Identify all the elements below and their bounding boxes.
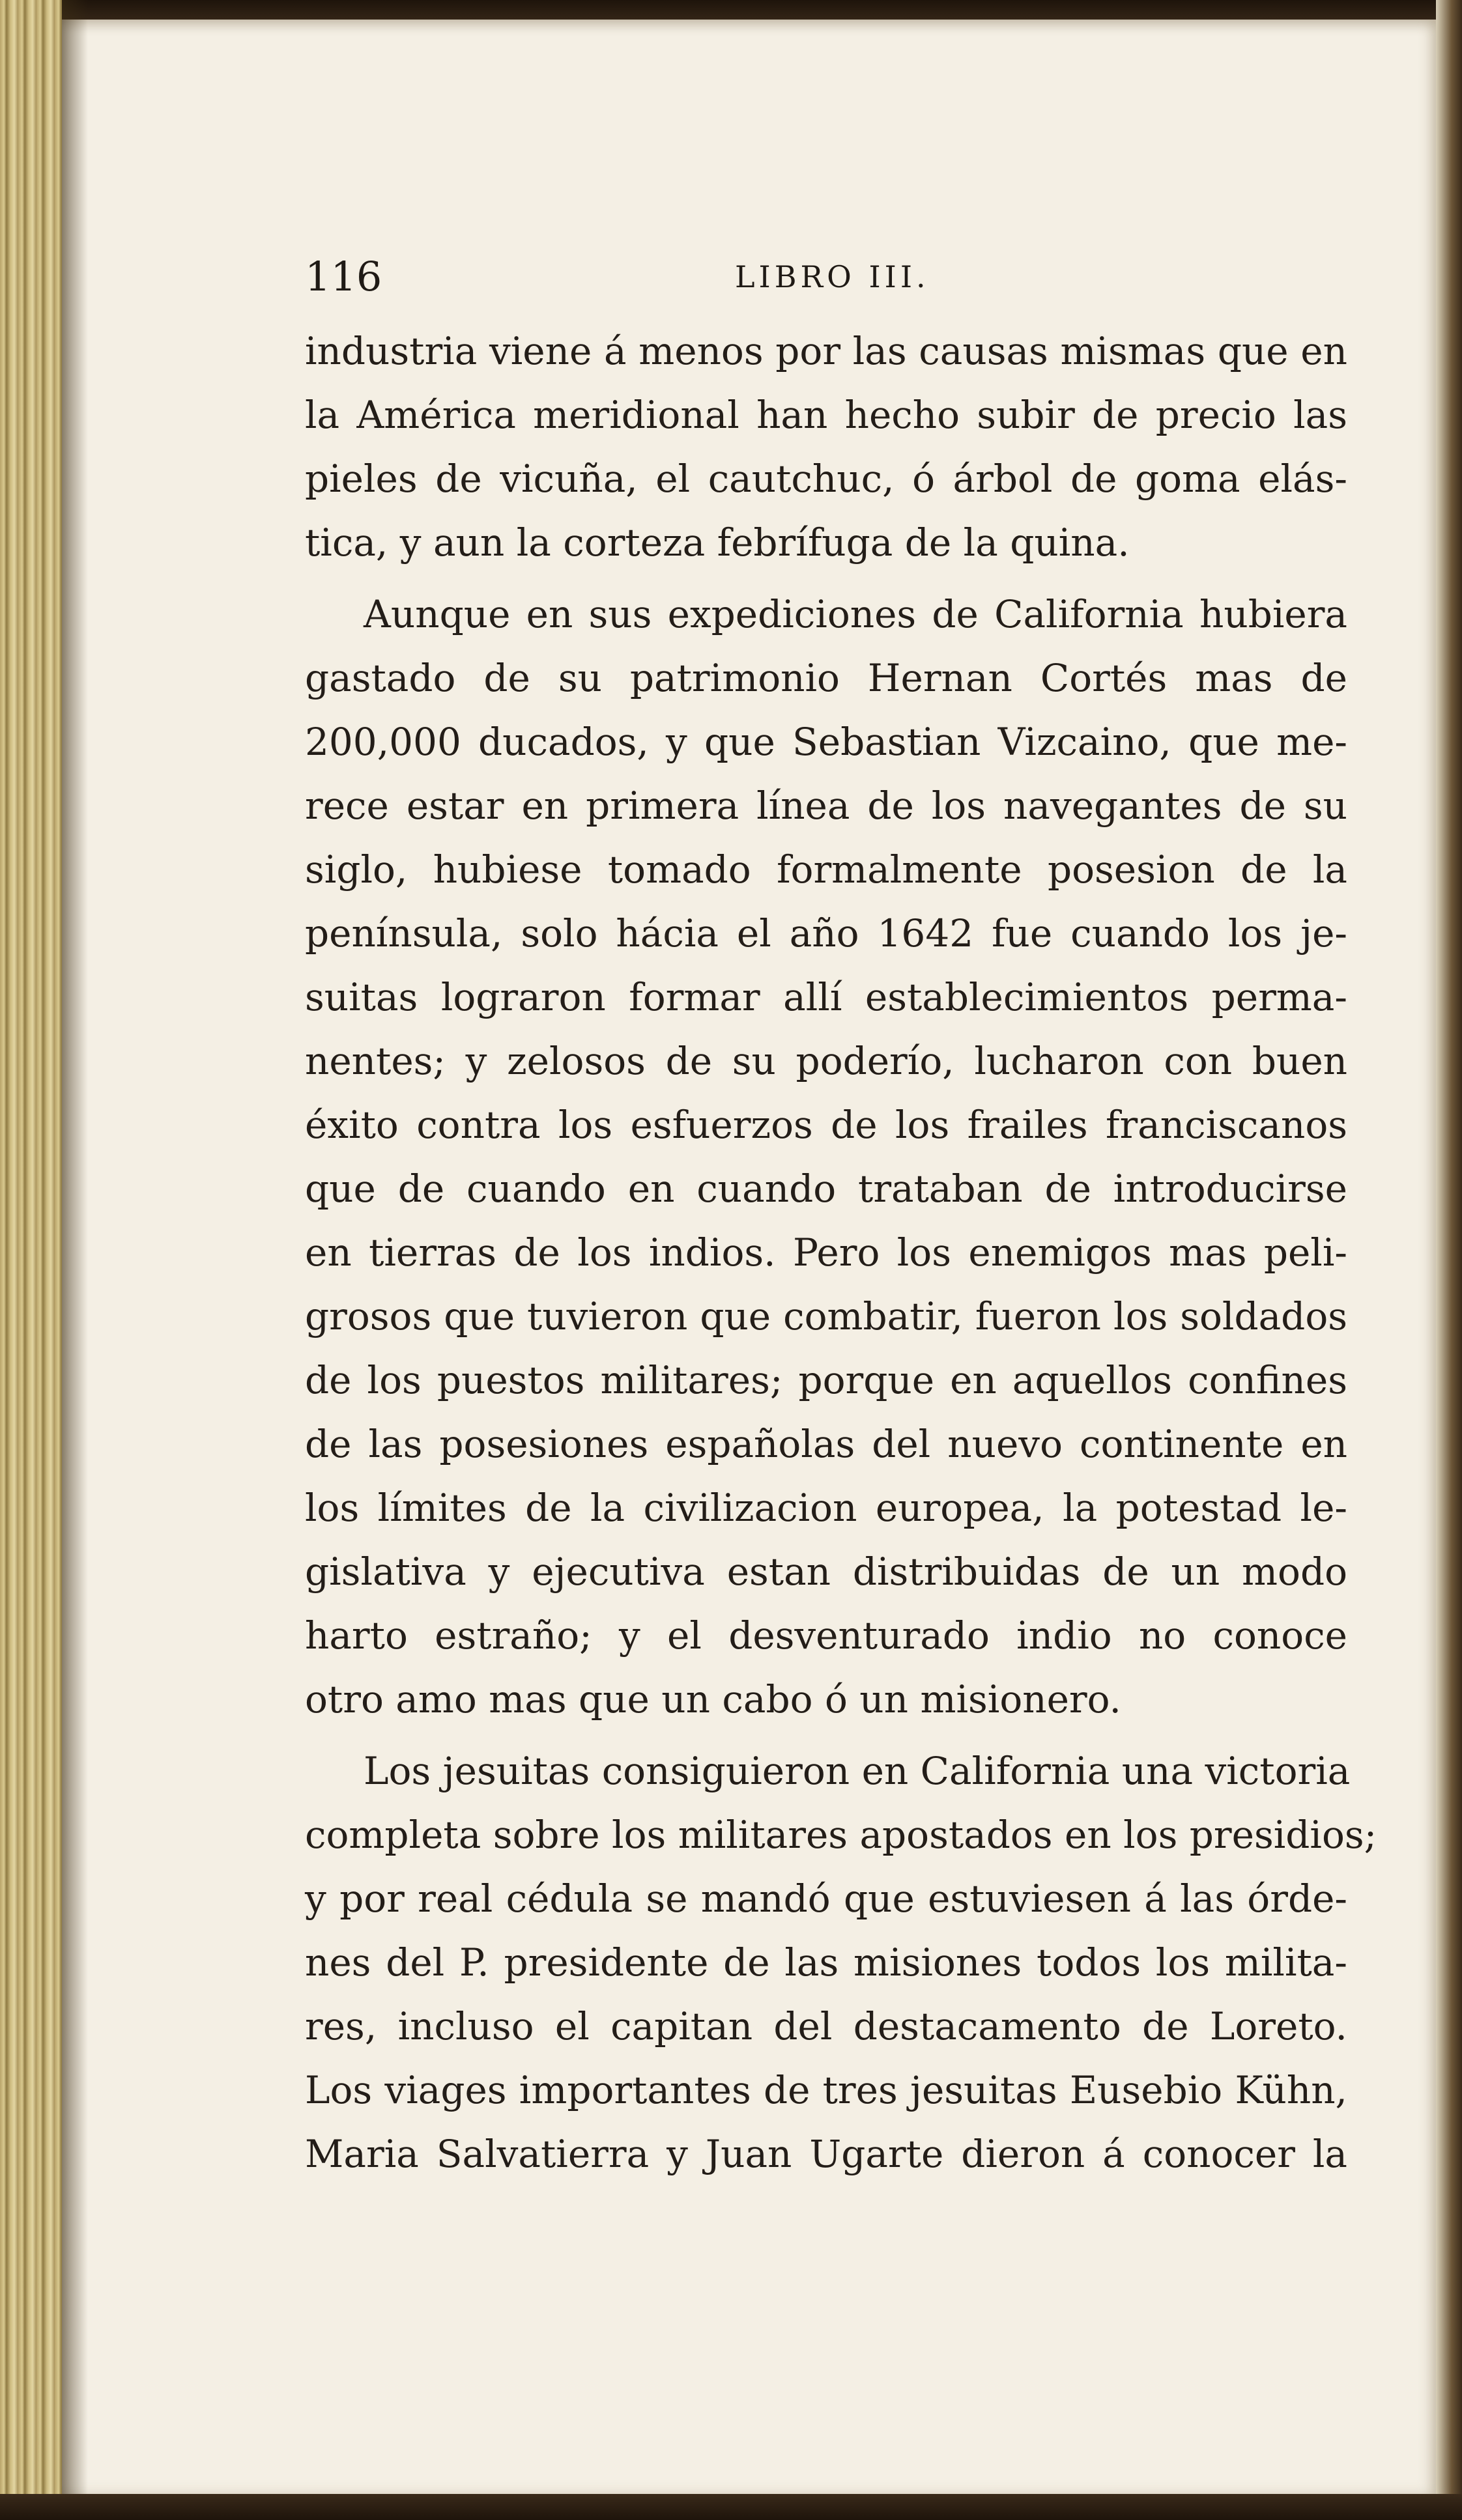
text-line: Los jesuitas consiguieron en California una victoria	[364, 1749, 1351, 1793]
text-line: Aunque en sus expediciones de California hubiera	[364, 592, 1347, 636]
text-line: de las posesiones españolas del nuevo continente en	[305, 1422, 1347, 1466]
text-line: siglo, hubiese tomado formalmente posesion de la	[305, 847, 1347, 892]
paragraph	[305, 582, 1347, 1731]
running-title: LIBRO III.	[735, 259, 930, 294]
text-line: éxito contra los esfuerzos de los frailes franciscanos	[305, 1103, 1347, 1147]
text-line: gastado de su patrimonio Hernan Cortés mas de	[305, 656, 1347, 700]
text-line: de los puestos militares; porque en aquellos confines	[305, 1358, 1347, 1402]
text-line: gislativa y ejecutiva estan distribuidas de un modo	[305, 1550, 1347, 1594]
paragraph	[305, 319, 1347, 574]
text-line: nes del P. presidente de las misiones todos los milita-	[305, 1940, 1347, 1985]
text-line: Los viages importantes de tres jesuitas Eusebio Kühn,	[305, 2068, 1347, 2112]
book-spine	[0, 0, 62, 2520]
text-line: los límites de la civilizacion europea, la potestad le-	[305, 1486, 1347, 1530]
paragraph	[305, 1739, 1377, 2186]
text-line: harto estraño; y el desventurado indio no conoce	[305, 1613, 1347, 1658]
text-line: Maria Salvatierra y Juan Ugarte dieron á conocer la	[305, 2132, 1347, 2176]
scan-border-bottom	[0, 2494, 1462, 2520]
text-line: nentes; y zelosos de su poderío, lucharon con buen	[305, 1039, 1347, 1083]
body-text	[305, 319, 1377, 2186]
text-line: industria viene á menos por las causas mismas que en	[305, 329, 1347, 373]
text-line: res, incluso el capitan del destacamento de Loreto.	[305, 2004, 1347, 2048]
text-line: pieles de vicuña, el cautchuc, ó árbol de goma elás-	[305, 457, 1347, 501]
text-line: grosos que tuvieron que combatir, fueron los soldados	[305, 1294, 1347, 1338]
running-header	[305, 248, 1360, 306]
text-line: completa sobre los militares apostados en los presidios;	[305, 1813, 1377, 1857]
text-line: suitas lograron formar allí establecimientos perma-	[305, 975, 1347, 1019]
text-line: 200,000 ducados, y que Sebastian Vizcaino, que me-	[305, 720, 1347, 764]
text-line: rece estar en primera línea de los navegantes de su	[305, 784, 1347, 828]
text-line: en tierras de los indios. Pero los enemigos mas peli-	[305, 1230, 1347, 1275]
text-line: y por real cédula se mandó que estuviesen á las órde-	[305, 1876, 1347, 1921]
text-line: otro amo mas que un cabo ó un misionero.	[305, 1677, 1121, 1721]
text-line: que de cuando en cuando trataban de introducirse	[305, 1167, 1347, 1211]
gutter-shadow	[62, 0, 88, 2520]
page-number: 116	[305, 253, 382, 300]
page-edge-right	[1436, 0, 1462, 2520]
text-line: la América meridional han hecho subir de precio las	[305, 393, 1347, 437]
text-line: tica, y aun la corteza febrífuga de la quina.	[305, 520, 1130, 565]
text-line: península, solo hácia el año 1642 fue cuando los je-	[305, 911, 1347, 956]
